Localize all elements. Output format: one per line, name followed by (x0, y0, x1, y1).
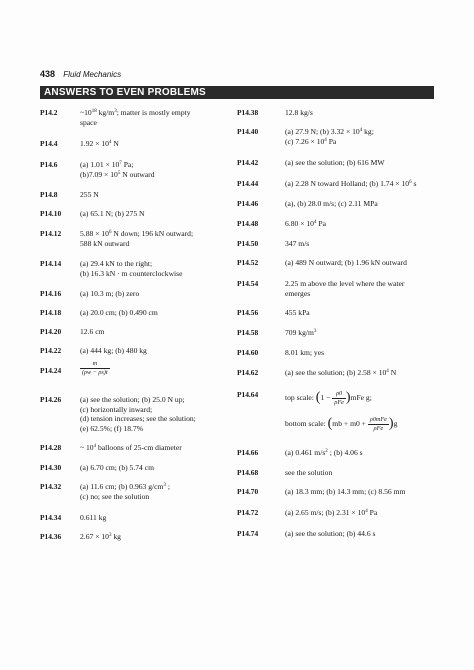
answer-text (80, 209, 230, 219)
answer-text (80, 190, 230, 200)
answer-text (285, 158, 437, 168)
answer-line: (a) see the solution; (b) 25.0 N up; (80, 395, 185, 404)
answer-line: 588 kN outward (80, 238, 130, 248)
answer-text (80, 259, 230, 278)
problem-number: P14.42 (237, 158, 259, 167)
answer-text (285, 328, 437, 338)
problem-number: P14.16 (40, 289, 62, 298)
answer-text (285, 108, 437, 118)
problem-number: P14.56 (237, 308, 259, 317)
answer-text (285, 258, 437, 268)
problem-number: P14.60 (237, 348, 259, 357)
answer-line: 455 kPa (285, 308, 310, 317)
problem-number: P14.32 (40, 482, 62, 491)
answer-line: (c) horizontally inward; (80, 404, 153, 414)
answer-line: (b) 16.3 kN · m counterclockwise (80, 268, 183, 278)
answer-line: (a) 20.0 cm; (b) 0.490 cm (80, 308, 158, 317)
answer-line: (a) 65.1 N; (b) 275 N (80, 209, 145, 218)
answer-text (285, 448, 437, 458)
problem-number: P14.30 (40, 463, 62, 472)
answer-line: $1.92 \times 10^4$ N (80, 139, 119, 148)
answer-line: (a), (b) 28.0 m/s; (c) 2.11 MPa (285, 199, 378, 208)
answer-text (285, 219, 437, 229)
answer-line: 347 m/s (285, 239, 310, 248)
problem-number: P14.70 (237, 487, 259, 496)
answer-line: 12.6 cm (80, 327, 105, 336)
problem-number: P14.34 (40, 513, 62, 522)
answer-text (80, 139, 230, 149)
section-banner: ANSWERS TO EVEN PROBLEMS (40, 86, 434, 99)
answer-text (80, 360, 230, 376)
answer-line: $(b)7.09 \times 10^5$ N outward (80, 169, 155, 179)
problem-number: P14.72 (237, 508, 259, 517)
answer-line: (a) 29.4 kN to the right; (80, 259, 153, 268)
problem-number: P14.4 (40, 139, 58, 148)
answer-line: (c) $7.26 \times 10^4$ Pa (285, 136, 337, 146)
answer-line: (c) no; see the solution (80, 491, 150, 501)
problem-number: P14.52 (237, 258, 259, 267)
answer-text (285, 239, 437, 249)
answer-text (80, 395, 230, 433)
top-scale-line: top scale: (1 − $\frac{\rho 0}{\text{ρFe}}$ )mFe g; (285, 390, 372, 406)
answer-line: (a) 10.3 m; (b) zero (80, 289, 140, 298)
problem-number: P14.12 (40, 229, 62, 238)
book-title: Fluid Mechanics (63, 70, 122, 79)
problem-number: P14.64 (237, 390, 259, 399)
problem-number: P14.24 (40, 366, 62, 375)
problem-number: P14.26 (40, 395, 62, 404)
problem-number: P14.36 (40, 532, 62, 541)
problem-number: P14.20 (40, 327, 62, 336)
answer-line: (a) $1.01 \times 10^7$ Pa; (80, 160, 134, 169)
fraction: $\frac{\text{ρ0mFe}}{\text{ρFe}}$ (369, 416, 387, 432)
answer-line: (e) 62.5%; (f) 18.7% (80, 423, 144, 433)
answer-line: emerges (285, 288, 311, 298)
answer-text (285, 348, 437, 358)
answer-line: $6.80 \times 10^4$ Pa (285, 219, 326, 228)
answer-text (285, 390, 437, 432)
problem-number: P14.22 (40, 346, 62, 355)
answer-line: (a) 444 kg; (b) 480 kg (80, 346, 147, 355)
answer-text (285, 368, 437, 378)
answer-text (80, 229, 230, 248)
answer-line: see the solution (285, 468, 333, 477)
answer-line: (a) see the solution; (b) 616 MW (285, 158, 385, 167)
answer-text (80, 108, 230, 127)
problem-number: P14.68 (237, 468, 259, 477)
problem-number: P14.74 (237, 529, 259, 538)
answer-line: (a) 0.461 $m/s^2$ ; (b) 4.06 s (285, 448, 363, 457)
answer-text (80, 346, 230, 356)
problem-number: P14.38 (237, 108, 259, 117)
answer-text (80, 463, 230, 473)
answer-text (285, 508, 437, 518)
fraction: $\frac{\rho 0}{\text{ρFe}}$ (334, 390, 344, 406)
answer-line: (a) 2.65 m/s; (b) $2.31 \times 10^4$ Pa (285, 508, 378, 517)
answer-text (285, 308, 437, 318)
page-number: 438 (40, 69, 56, 79)
answer-line: (a) 27.9 N; (b) $3.32 \times 10^4$ kg; (285, 127, 374, 136)
problem-number: P14.6 (40, 160, 58, 169)
problem-number: P14.54 (237, 279, 259, 288)
answer-line: (a) 18.3 mm; (b) 14.3 mm; (c) 8.56 mm (285, 487, 406, 496)
problem-number: P14.40 (237, 127, 259, 136)
answer-line: (a) 489 N outward; (b) 1.96 kN outward (285, 258, 407, 267)
answer-text (285, 529, 437, 539)
problem-number: P14.50 (237, 239, 259, 248)
problem-number: P14.62 (237, 368, 259, 377)
problem-number: P14.58 (237, 328, 259, 337)
answer-text (80, 308, 230, 318)
answer-line: (d) tension increases; see the solution; (80, 414, 196, 423)
problem-number: P14.44 (237, 179, 259, 188)
problem-number: P14.48 (237, 219, 259, 228)
answer-line: (a) see the solution; (b) 44.6 s (285, 529, 376, 538)
answer-text (285, 487, 437, 497)
answer-text (80, 289, 230, 299)
answer-line: $5.88 \times 10^6$ N down; 196 kN outward; (80, 229, 194, 238)
answer-text (285, 279, 437, 298)
bottom-scale-line: bottom scale: (mb + m0 + $\frac{\text{ρ0mFe}}{\text{ρFe}}$ )g (285, 416, 398, 432)
problem-number: P14.18 (40, 308, 62, 317)
problem-number: P14.66 (237, 448, 259, 457)
answer-line: (a) 6.70 cm; (b) 5.74 cm (80, 463, 155, 472)
problem-number: P14.28 (40, 443, 62, 452)
answer-text (80, 532, 230, 542)
answer-text (80, 160, 230, 179)
answer-line: $\sim 10^{18}$ $kg/m^3$; matter is mostly empty (80, 108, 191, 117)
problem-number: P14.8 (40, 190, 58, 199)
problem-number: P14.2 (40, 108, 58, 117)
answer-text (80, 482, 230, 501)
answer-text (285, 468, 437, 478)
answer-line: (a) see the solution; (b) $2.58 \times 10^4$ N (285, 368, 397, 377)
answer-text (80, 513, 230, 523)
answer-line: space (80, 117, 97, 127)
answer-text (285, 199, 437, 209)
running-header (40, 69, 121, 79)
answer-line: (a) 11.6 cm; (b) 0.963 $g/cm^3$ ; (80, 482, 170, 491)
answer-line: 8.01 km; yes (285, 348, 325, 357)
answer-line: (a) 2.28 N toward Holland; (b) $1.74 \times 10^6$ s (285, 179, 417, 188)
answer-line: 709 $kg/m^3$ (285, 328, 317, 337)
answer-line: 2.25 m above the level where the water (285, 279, 405, 288)
answer-line: 12.8 kg/s (285, 108, 313, 117)
answer-line: 255 N (80, 190, 99, 199)
fraction: $\frac{m}{(\rho w - \rho s)t}$ (82, 360, 108, 376)
problem-number: P14.14 (40, 259, 62, 268)
answer-text (80, 443, 230, 453)
answer-line: $2.67 \times 10^3$ kg (80, 532, 121, 541)
problem-number: P14.46 (237, 199, 259, 208)
answer-text (80, 327, 230, 337)
answer-line: ~ $10^4$ balloons of 25-cm diameter (80, 443, 182, 452)
answer-line: 0.611 kg (80, 513, 107, 522)
answer-text (285, 179, 437, 189)
answer-text (285, 127, 437, 146)
problem-number: P14.10 (40, 209, 62, 218)
